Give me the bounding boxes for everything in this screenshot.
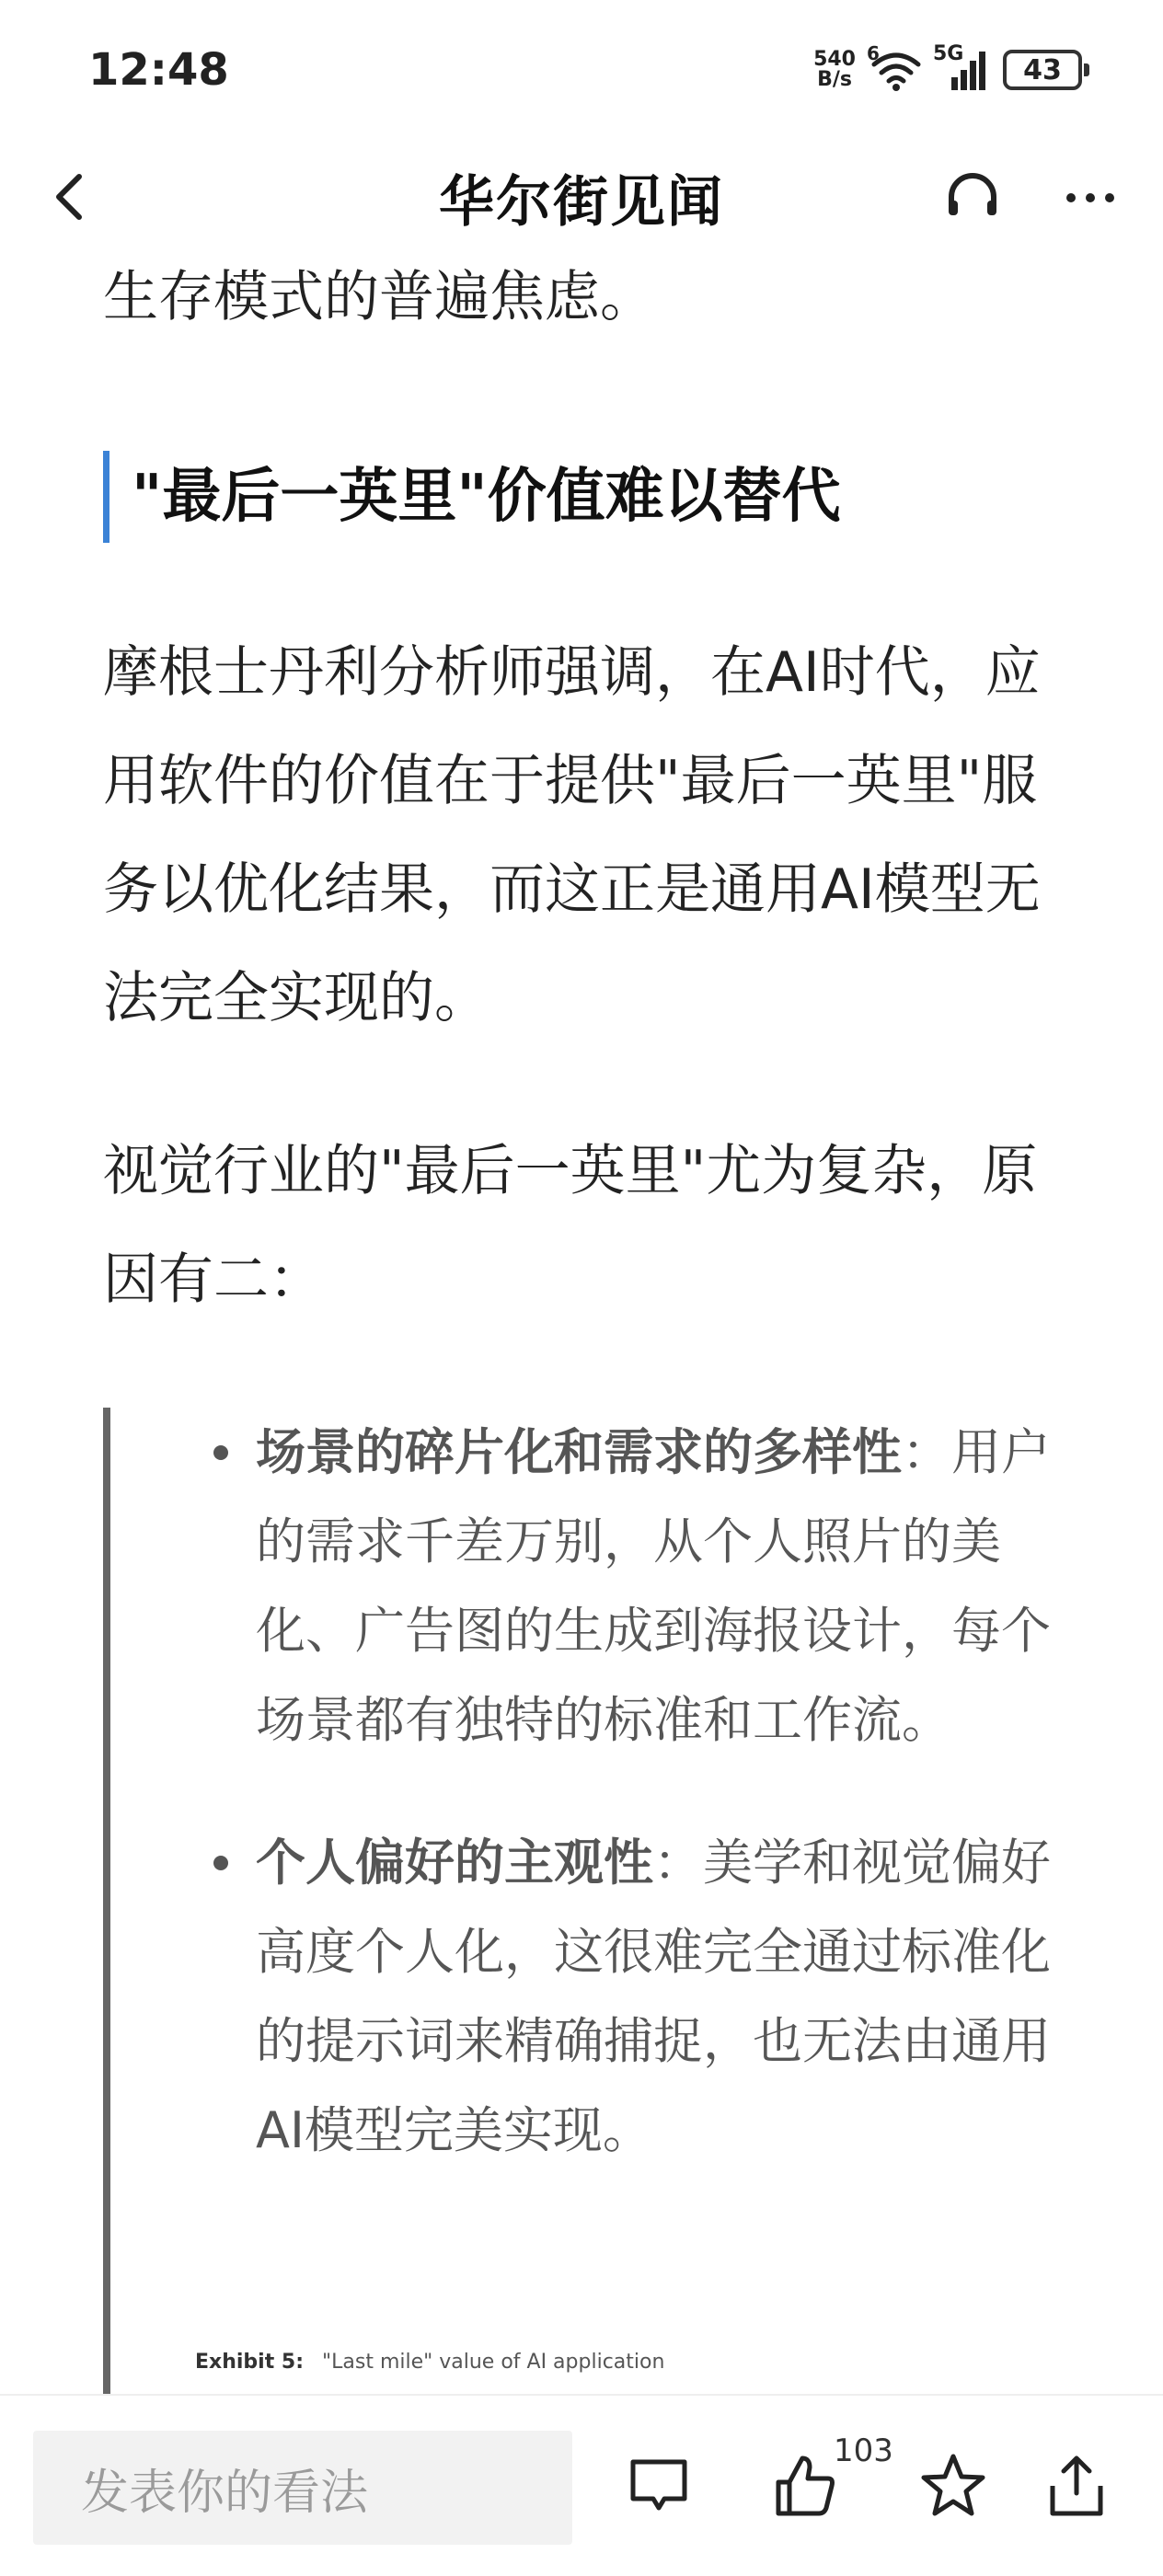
wifi-label: 6: [867, 42, 880, 64]
bullet-body: ：美学和视觉偏好高度个人化，这很难完全通过标准化的提示词来精确捕捉，也无法由通用AI模型完美实现。: [256, 1834, 1051, 2159]
headphones-icon[interactable]: [942, 167, 1003, 228]
signal-label: 5G: [933, 42, 964, 65]
bullet-list: [110, 1408, 1078, 2175]
like-count: 103: [834, 2432, 893, 2469]
star-icon[interactable]: [916, 2449, 990, 2523]
network-speed: [813, 50, 856, 90]
exhibit-label: Exhibit 5:: [195, 2351, 304, 2374]
app-title: 华尔街见闻: [439, 170, 724, 235]
list-item: [110, 1408, 1078, 1765]
comment-icon[interactable]: [622, 2449, 696, 2523]
paragraph-intro-tail: 生存模式的普遍焦虑。: [103, 265, 655, 329]
nav-bar: [0, 147, 1163, 248]
paragraph-1: 摩根士丹利分析师强调，在AI时代，应用软件的价值在于提供"最后一英里"服务以优化结果，而这正是通用AI模型无法完全实现的。: [103, 640, 1041, 1030]
share-icon[interactable]: [1040, 2449, 1113, 2523]
thumbs-up-icon[interactable]: [769, 2449, 843, 2523]
wifi-icon: [867, 42, 922, 92]
bottom-action-bar: [0, 2394, 1163, 2576]
battery-icon: [1003, 50, 1082, 90]
exhibit-caption: [195, 2351, 664, 2374]
more-horizontal-icon[interactable]: [1060, 167, 1121, 228]
net-speed-unit: B/s: [817, 68, 852, 91]
status-time: 12:48: [88, 44, 229, 96]
bullet-body: ：用户的需求千差万别，从个人照片的美化、广告图的生成到海报设计，每个场景都有独特的标准和工作流。: [256, 1423, 1051, 1749]
paragraph-2: 视觉行业的"最后一英里"尤为复杂，原因有二：: [103, 1139, 1038, 1312]
status-bar: [0, 0, 1163, 147]
cell-signal-icon: [933, 42, 992, 92]
status-indicators: [813, 42, 1082, 92]
battery-level: 43: [1023, 53, 1062, 86]
net-speed-value: 540: [813, 48, 856, 71]
section-heading: "最后一英里"价值难以替代: [103, 451, 1078, 543]
list-item: [110, 1818, 1078, 2175]
exhibit-title: "Last mile" value of AI application: [322, 2351, 665, 2374]
bullet-title: 场景的碎片化和需求的多样性: [256, 1423, 902, 1481]
quote-block: [103, 1408, 1078, 2394]
comment-placeholder: 发表你的看法: [81, 2465, 369, 2521]
comment-input[interactable]: [33, 2431, 572, 2545]
bullet-title: 个人偏好的主观性: [256, 1834, 653, 1892]
